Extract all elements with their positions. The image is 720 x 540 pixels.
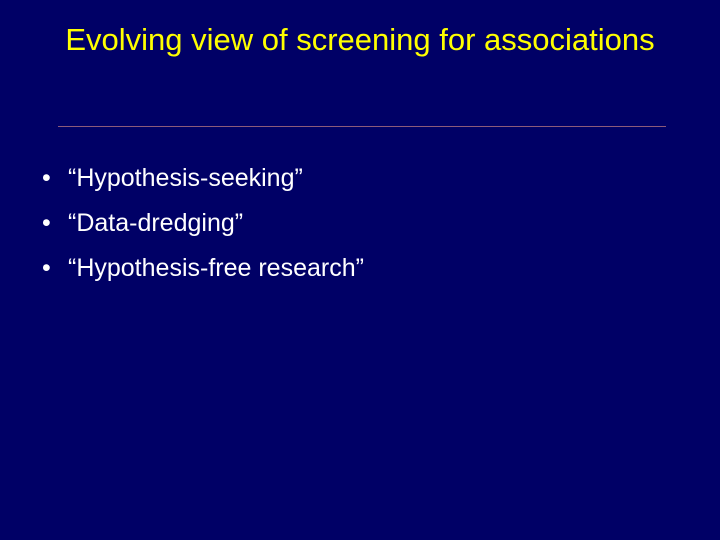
page-title: Evolving view of screening for associations: [65, 22, 655, 57]
bullet-marker-icon: •: [42, 209, 51, 237]
list-item: [36, 201, 686, 246]
list-item-label: “Hypothesis-seeking”: [68, 164, 303, 192]
slide-title-block: [50, 20, 670, 59]
list-item-label: “Hypothesis-free research”: [68, 254, 364, 282]
bullet-marker-icon: •: [42, 164, 51, 192]
list-item: [36, 156, 686, 201]
bullet-list: [36, 156, 686, 291]
list-item: [36, 246, 686, 291]
list-item-label: “Data-dredging”: [68, 209, 244, 237]
bullet-marker-icon: •: [42, 254, 51, 282]
title-divider: [58, 126, 666, 127]
